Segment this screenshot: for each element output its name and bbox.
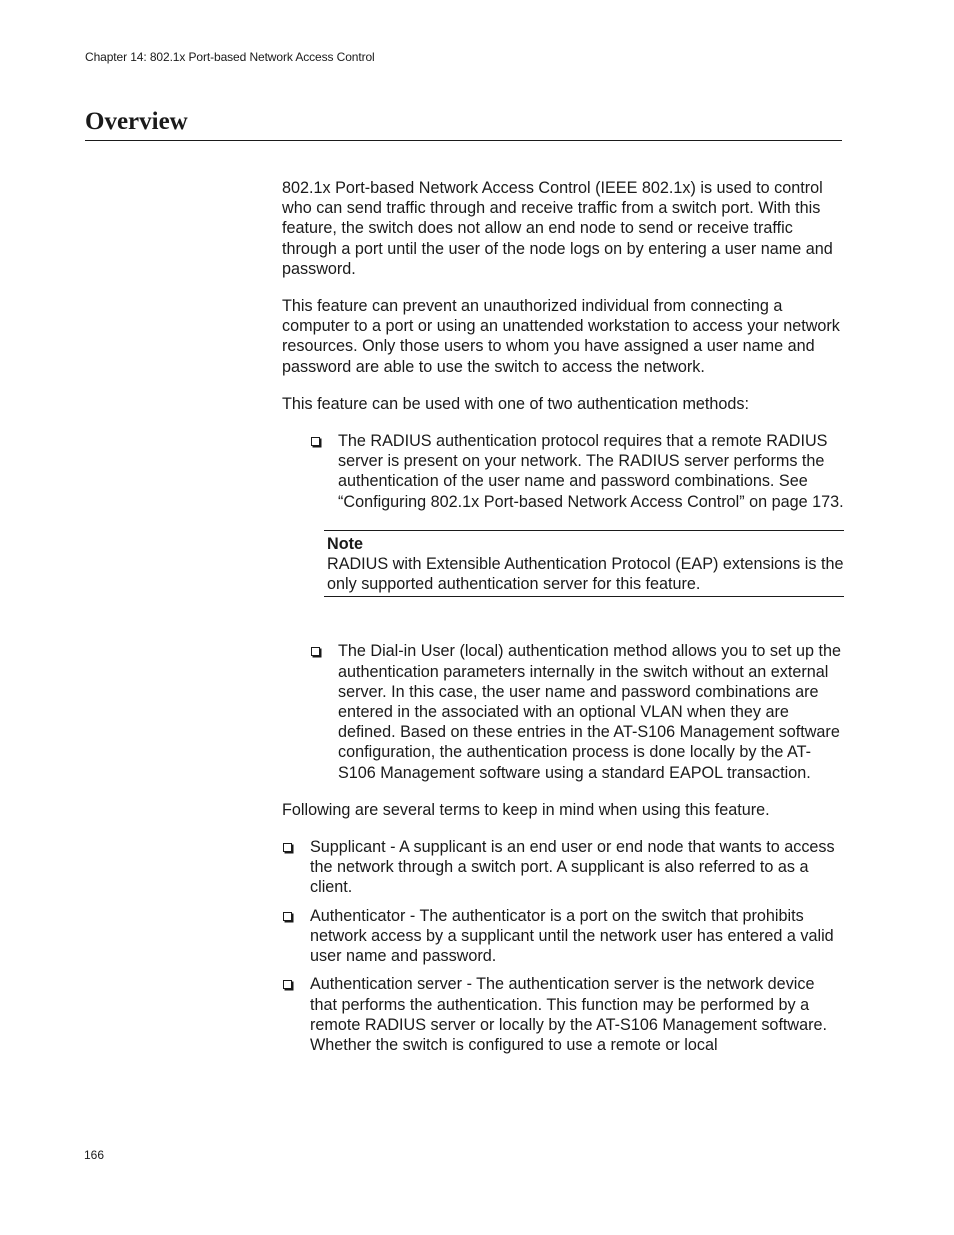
method-text: The Dial-in User (local) authentication method allows you to set up the authentication parameters internally in the switch without an external server. In this case, the user name and password combinations are entered in the associated with an optional VLAN when they are defined. Based on these entries in the AT-S106 Management software configuration, the authentication process is done locally by the AT-S106 Management software using a standard EAPOL transaction. [338, 642, 841, 782]
body-content [282, 178, 844, 1063]
note-title: Note [327, 534, 363, 553]
method-text: The RADIUS authentication protocol requires that a remote RADIUS server is present on your network. The RADIUS server performs the authentication of the user name and password combinations. See “Configuring 802.1x Port-based Network Access Control” on page 173. [338, 432, 844, 511]
checkbox-bullet-icon [283, 912, 292, 921]
term-text: Authenticator - The authenticator is a port on the switch that prohibits network access by a supplicant until the network user has entered a valid user name and password. [310, 906, 834, 966]
running-header: Chapter 14: 802.1x Port-based Network Access Control [85, 50, 375, 64]
checkbox-bullet-icon [311, 437, 320, 446]
term-list-item [282, 906, 844, 967]
term-text: Supplicant - A supplicant is an end user or end node that wants to access the network through a switch port. A supplicant is also referred to as a client. [310, 838, 835, 897]
checkbox-bullet-icon [283, 980, 292, 989]
intro-paragraph: 802.1x Port-based Network Access Control (IEEE 802.1x) is used to control who can send traffic through and receive traffic from a switch port. With this feature, the switch does not allow an end node to send or receive traffic through a port until the user of the node logs on by entering a user name and password. [282, 179, 833, 278]
title-divider [85, 140, 842, 141]
checkbox-bullet-icon [283, 843, 292, 852]
terms-intro: Following are several terms to keep in mind when using this feature. [282, 800, 770, 819]
note-box [324, 530, 844, 598]
checkbox-bullet-icon [311, 647, 320, 656]
section-title: Overview [85, 108, 188, 135]
method-list-item [282, 641, 844, 782]
term-list-item [282, 837, 844, 898]
method-list-item [282, 431, 844, 512]
term-list-item [282, 974, 844, 1055]
intro-paragraph: This feature can prevent an unauthorized individual from connecting a computer to a port or using an unattended workstation to access your network resources. Only those users to whom you have assigned a user name and password are able to use the switch to access the network. [282, 297, 840, 376]
page-number: 166 [84, 1148, 105, 1162]
note-text: RADIUS with Extensible Authentication Protocol (EAP) extensions is the only supported authentication server for this feature. [327, 555, 844, 594]
term-text: Authentication server - The authentication server is the network device that performs the authentication. This function may be performed by a remote RADIUS server or locally by the AT-S106 Management software. Whether the switch is configured to use a remote or local [310, 975, 828, 1054]
intro-paragraph: This feature can be used with one of two authentication methods: [282, 394, 750, 413]
